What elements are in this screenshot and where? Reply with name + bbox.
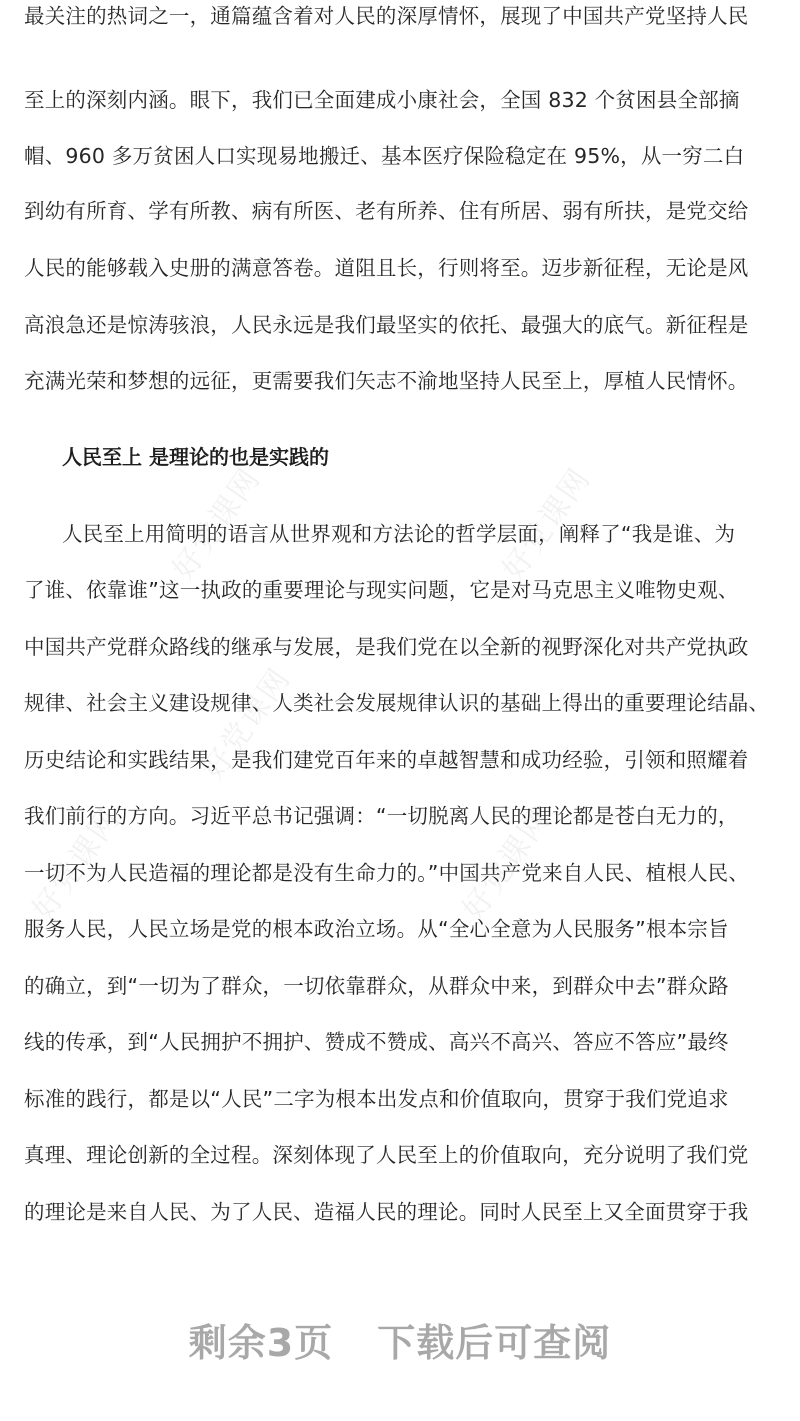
text-line: 人民至上用简明的语言从世界观和方法论的哲学层面，阐释了“我是谁、为 bbox=[62, 522, 736, 546]
text-line: 一切不为人民造福的理论都是没有生命力的。”中国共产党来自人民、植根人民、 bbox=[24, 861, 750, 885]
text-line: 服务人民，人民立场是党的根本政治立场。从“全心全意为人民服务”根本宗旨 bbox=[24, 917, 729, 941]
text-line: 标准的践行，都是以“人民”二字为根本出发点和价值取向，贯穿于我们党追求 bbox=[24, 1087, 729, 1111]
watermark: 好党课网 bbox=[25, 801, 128, 927]
text-line: 真理、理论创新的全过程。深刻体现了人民至上的价值取向，充分说明了我们党 bbox=[24, 1143, 749, 1167]
text-line: 了谁、依靠谁”这一执政的重要理论与现实问题，它是对马克思主义唯物史观、 bbox=[24, 578, 739, 602]
text-line: 中国共产党群众路线的继承与发展，是我们党在以全新的视野深化对共产党执政 bbox=[24, 635, 749, 659]
remaining-pages-label: 剩余3页 bbox=[188, 1321, 334, 1365]
watermark: 好党课网 bbox=[455, 801, 558, 927]
text-line: 的确立，到“一切为了群众，一切依靠群众，从群众中来，到群众中去”群众路 bbox=[24, 974, 729, 998]
text-line: 至上的深刻内涵。眼下，我们已全面建成小康社会，全国 832 个贫困县全部摘 bbox=[24, 88, 740, 112]
watermark: 好党课网 bbox=[195, 661, 298, 787]
text-line: 充满光荣和梦想的远征，更需要我们矢志不渝地坚持人民至上，厚植人民情怀。 bbox=[24, 369, 749, 393]
text-line: 帽、960 多万贫困人口实现易地搬迁、基本医疗保险稳定在 95%，从一穷二白 bbox=[24, 144, 745, 168]
text-line: 规律、社会主义建设规律、人类社会发展规律认识的基础上得出的重要理论结晶、 bbox=[24, 691, 770, 715]
text-line: 最关注的热词之一，通篇蕴含着对人民的深厚情怀，展现了中国共产党坚持人民 bbox=[24, 4, 749, 28]
text-line: 到幼有所育、学有所教、病有所医、老有所养、住有所居、弱有所扶，是党交给 bbox=[24, 199, 749, 223]
download-hint-label: 下载后可查阅 bbox=[377, 1321, 612, 1365]
watermark: 好党课网 bbox=[165, 461, 268, 587]
text-line: 高浪急还是惊涛骇浪，人民永远是我们最坚实的依托、最强大的底气。新征程是 bbox=[24, 313, 749, 337]
text-line: 的理论是来自人民、为了人民、造福人民的理论。同时人民至上又全面贯穿于我 bbox=[24, 1200, 749, 1224]
text-line: 人民的能够载入史册的满意答卷。道阻且长，行则将至。迈步新征程，无论是风 bbox=[24, 256, 749, 280]
text-line: 线的传承，到“人民拥护不拥护、赞成不赞成、高兴不高兴、答应不答应”最终 bbox=[24, 1030, 729, 1054]
text-line: 我们前行的方向。习近平总书记强调：“一切脱离人民的理论都是苍白无力的， bbox=[24, 804, 739, 828]
section-heading: 人民至上 是理论的也是实践的 bbox=[62, 445, 329, 469]
download-to-read-notice[interactable] bbox=[0, 1318, 800, 1368]
text-line: 历史结论和实践结果，是我们建党百年来的卓越智慧和成功经验，引领和照耀着 bbox=[24, 748, 749, 772]
watermark: 好党课网 bbox=[495, 461, 598, 587]
